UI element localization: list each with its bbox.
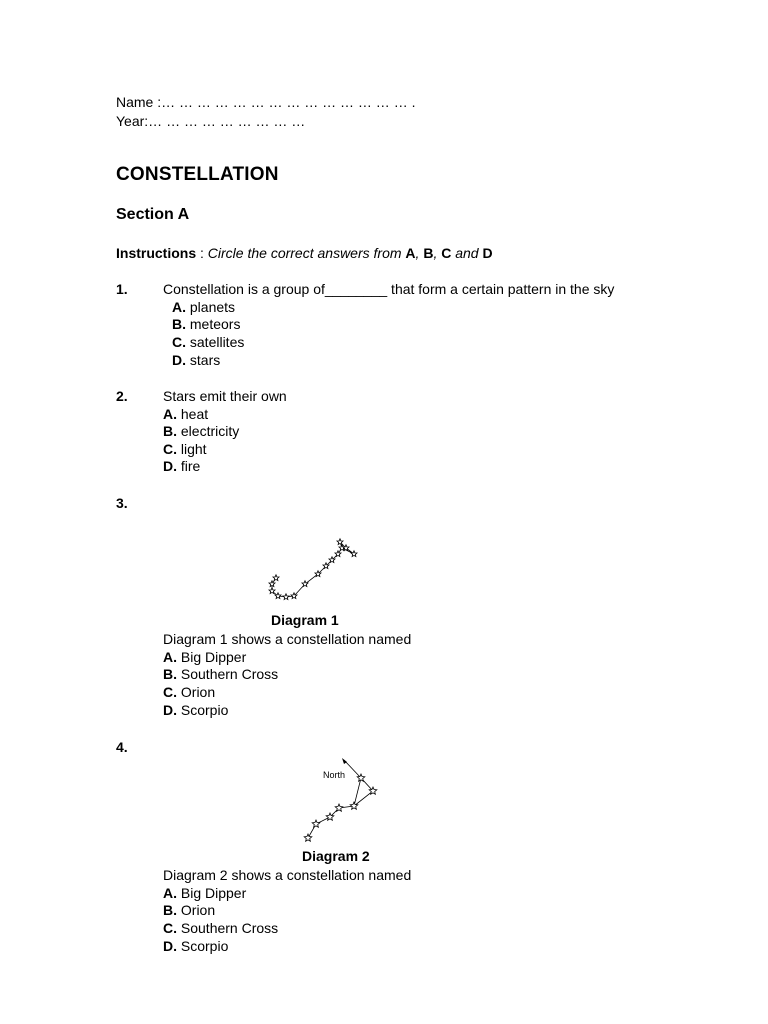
instructions-comma-1: , <box>415 245 424 261</box>
star-icon <box>273 575 279 581</box>
star-icon <box>283 594 289 600</box>
option-text: fire <box>177 458 201 474</box>
year-field-line: Year:… … … … … … … … … <box>116 113 306 129</box>
question-2-option-d[interactable] <box>163 457 200 475</box>
question-2-text: Stars emit their own <box>163 388 287 404</box>
option-letter: A. <box>163 649 177 665</box>
option-text: Orion <box>177 902 216 918</box>
instructions-option-b: B <box>423 245 434 261</box>
option-letter: D. <box>163 458 177 474</box>
instructions-text: Circle the correct answers from <box>207 245 406 261</box>
option-text: Scorpio <box>177 938 229 954</box>
question-3-option-d[interactable] <box>163 701 228 719</box>
star-icon <box>302 581 308 587</box>
option-text: satellites <box>186 334 245 350</box>
option-text: stars <box>186 352 221 368</box>
north-arrow-icon <box>342 758 347 764</box>
option-letter: B. <box>163 423 177 439</box>
instructions-option-d: D <box>482 245 493 261</box>
question-3-option-b[interactable] <box>163 665 278 683</box>
star-icon <box>275 593 281 599</box>
question-4-option-c[interactable] <box>163 919 278 937</box>
question-3-number: 3. <box>116 495 128 511</box>
option-letter: D. <box>163 938 177 954</box>
option-letter: D. <box>163 702 177 718</box>
option-letter: B. <box>163 666 177 682</box>
option-letter: A. <box>172 299 186 315</box>
question-1-option-c[interactable] <box>172 333 244 351</box>
instructions-option-a: A <box>405 245 416 261</box>
question-4-text: Diagram 2 shows a constellation named <box>163 867 412 883</box>
name-field-line: Name :… … … … … … … … … … … … … … . <box>116 94 416 110</box>
question-1-number: 1. <box>116 281 128 297</box>
question-2-number: 2. <box>116 388 128 404</box>
option-text: Big Dipper <box>177 649 247 665</box>
question-4-number: 4. <box>116 739 128 755</box>
diagram-1-constellation <box>260 530 370 606</box>
option-text: Orion <box>177 684 216 700</box>
question-4-option-a[interactable] <box>163 884 246 902</box>
question-1-text: Constellation is a group of________ that form a certain pattern in the sky <box>163 281 615 297</box>
diagram-2-caption: Diagram 2 <box>302 848 370 864</box>
page-title: CONSTELLATION <box>116 164 279 185</box>
diagram-1-caption: Diagram 1 <box>271 612 339 628</box>
star-icon <box>312 820 320 827</box>
option-text: planets <box>186 299 236 315</box>
star-icon <box>350 802 358 809</box>
question-3-option-a[interactable] <box>163 648 246 666</box>
question-1-option-d[interactable] <box>172 351 220 369</box>
option-letter: C. <box>172 334 186 350</box>
option-letter: C. <box>163 920 177 936</box>
question-4-option-d[interactable] <box>163 937 228 955</box>
question-2-option-a[interactable] <box>163 405 208 423</box>
diagram-2-constellation <box>298 756 388 846</box>
option-text: Big Dipper <box>177 885 247 901</box>
option-letter: C. <box>163 684 177 700</box>
instructions-and: and <box>451 245 483 261</box>
instructions-comma-2: , <box>433 245 442 261</box>
question-3-option-c[interactable] <box>163 683 215 701</box>
option-letter: A. <box>163 885 177 901</box>
star-icon <box>269 581 275 587</box>
diagram-2-north-label: North <box>323 770 346 780</box>
section-heading: Section A <box>116 206 190 223</box>
question-3-text: Diagram 1 shows a constellation named <box>163 631 412 647</box>
question-1-option-a[interactable] <box>172 298 235 316</box>
option-letter: B. <box>163 902 177 918</box>
option-text: Southern Cross <box>177 920 279 936</box>
question-2-option-b[interactable] <box>163 422 239 440</box>
instructions <box>116 244 493 262</box>
option-letter: C. <box>163 441 177 457</box>
instructions-label: Instructions <box>116 245 197 261</box>
option-letter: B. <box>172 316 186 332</box>
option-letter: A. <box>163 406 177 422</box>
instructions-option-c: C <box>441 245 452 261</box>
star-icon <box>351 551 357 557</box>
option-text: electricity <box>177 423 240 439</box>
instructions-separator: : <box>196 245 208 261</box>
option-text: light <box>177 441 207 457</box>
question-1-option-b[interactable] <box>172 315 240 333</box>
option-text: Southern Cross <box>177 666 279 682</box>
option-letter: D. <box>172 352 186 368</box>
option-text: Scorpio <box>177 702 229 718</box>
star-icon <box>304 834 312 841</box>
option-text: meteors <box>186 316 241 332</box>
option-text: heat <box>177 406 209 422</box>
question-4-option-b[interactable] <box>163 901 215 919</box>
question-2-option-c[interactable] <box>163 440 207 458</box>
